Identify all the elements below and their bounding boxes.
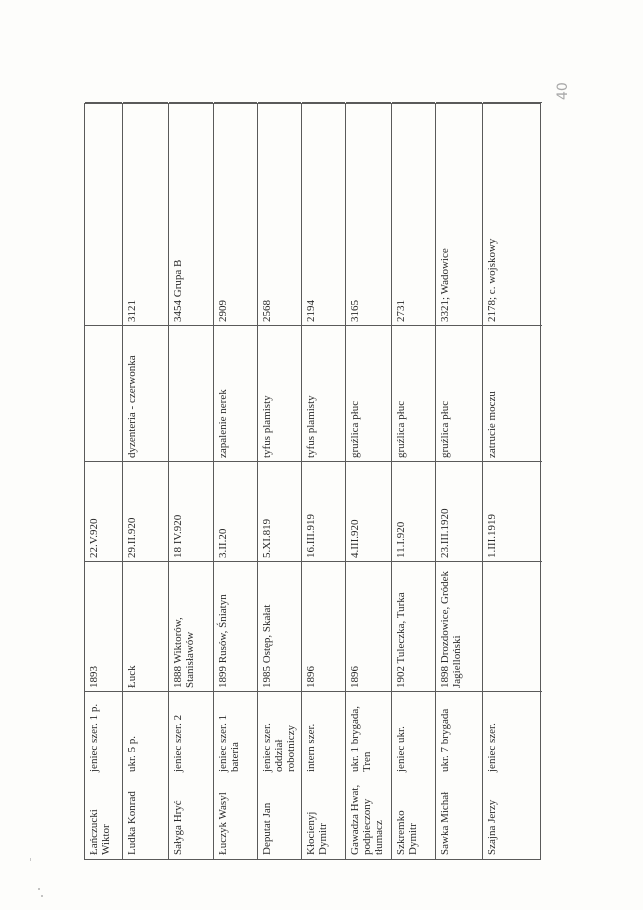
cell-number: [258, 102, 301, 325]
cell-cause: [123, 325, 168, 461]
cell-text: 29.II.920: [126, 517, 138, 558]
cell-death-date: [302, 461, 345, 561]
cell-text: 5.XI.819: [261, 518, 273, 558]
cell-text: Deputat Jan: [261, 802, 273, 855]
cell-text: jeniec ukr.: [395, 726, 407, 772]
cell-number: [214, 102, 257, 325]
cell-rank: [169, 691, 213, 775]
cell-text: [483, 562, 543, 692]
table-row: [435, 104, 482, 859]
cell-cause: [169, 325, 213, 461]
cell-text: 3454 Grupa B: [172, 259, 184, 322]
cell-text: 1888 Wiktorów, Stanisławów: [172, 617, 196, 688]
cell-rank: [302, 691, 345, 775]
cell-text: tyfus plamisty: [305, 395, 317, 458]
cell-rank: [214, 691, 257, 775]
margin-dot: [38, 888, 40, 890]
cell-birth: [483, 561, 542, 691]
cell-name: [214, 775, 257, 859]
cell-rank: [85, 691, 122, 775]
cell-text: zatrucie moczu: [486, 391, 498, 458]
cell-birth: [302, 561, 345, 691]
cell-name: [258, 775, 301, 859]
cell-rank: [436, 691, 482, 775]
cell-birth: [169, 561, 213, 691]
cell-text: jeniec szer. 2: [172, 714, 184, 772]
cell-birth: [346, 561, 391, 691]
cell-number: [436, 102, 482, 325]
cell-text: intern szer.: [305, 723, 317, 772]
cell-number: [169, 102, 213, 325]
cell-name: [85, 775, 122, 859]
table-row: [301, 104, 345, 859]
table-row: [213, 104, 257, 859]
cell-death-date: [483, 461, 542, 561]
page-number: 40: [555, 82, 571, 100]
cell-text: ukr. 7 brygada: [439, 708, 451, 772]
cell-name: [483, 775, 542, 859]
cell-text: 22.V.920: [88, 518, 100, 558]
cell-text: 3321; Wadowice: [439, 248, 451, 322]
cell-text: 11.I.920: [395, 521, 407, 558]
cell-text: jeniec szer.: [486, 723, 498, 772]
cell-text: 1902 Tuleczka, Turka: [395, 592, 407, 688]
table-row: [122, 104, 168, 859]
cell-text: 3.II.20: [217, 528, 229, 558]
cell-birth: [123, 561, 168, 691]
cell-text: 3165: [349, 300, 361, 322]
cell-death-date: [123, 461, 168, 561]
cell-birth: [436, 561, 482, 691]
cell-number: [483, 102, 542, 325]
cell-text: jeniec szer. 1 p.: [88, 703, 100, 772]
cell-text: 16.III.919: [305, 514, 317, 558]
cell-cause: [346, 325, 391, 461]
cell-text: Gawadza Hwat, podpieczony tłumacz: [349, 784, 385, 855]
table-row: [345, 104, 391, 859]
cell-text: 1896: [305, 666, 317, 688]
cell-death-date: [258, 461, 301, 561]
cell-death-date: [214, 461, 257, 561]
cell-text: Łuczyk Wasyl: [217, 792, 229, 855]
cell-cause: [85, 325, 122, 461]
cell-text: jeniec szer. 1 bateria: [217, 714, 241, 772]
cell-cause: [392, 325, 435, 461]
cell-number: [302, 102, 345, 325]
cell-text: 1.III.1919: [486, 514, 498, 558]
cell-text: Szajna Jerzy: [486, 799, 498, 855]
table-row: [168, 104, 213, 859]
cell-text: Łańczucki Wiktor: [88, 809, 112, 855]
cell-text: Sałyga Hryć: [172, 800, 184, 855]
cell-rank: [123, 691, 168, 775]
cell-text: Ludka Konrad: [126, 791, 138, 855]
records-table: [84, 103, 541, 860]
cell-text: Szkremko Dymitr: [395, 810, 419, 855]
margin-mark: [30, 858, 31, 861]
cell-text: 2909: [217, 300, 229, 322]
cell-cause: [302, 325, 345, 461]
cell-text: 4.III.920: [349, 519, 361, 558]
cell-text: gruźlica płuc: [439, 400, 451, 458]
cell-text: [85, 103, 122, 326]
cell-text: ukr. 5 p.: [126, 735, 138, 772]
cell-text: zapalenie nerek: [217, 389, 229, 458]
cell-text: 1898 Drozdowice, Gródek Jagielloński: [439, 571, 463, 688]
cell-cause: [214, 325, 257, 461]
cell-birth: [85, 561, 122, 691]
cell-death-date: [169, 461, 213, 561]
margin-dot: [41, 895, 43, 897]
cell-text: 2731: [395, 300, 407, 322]
cell-number: [392, 102, 435, 325]
cell-text: [169, 326, 214, 462]
cell-name: [436, 775, 482, 859]
cell-cause: [483, 325, 542, 461]
cell-text: 2194: [305, 300, 317, 322]
table-row: [391, 104, 435, 859]
cell-rank: [392, 691, 435, 775]
cell-death-date: [85, 461, 122, 561]
cell-text: [85, 326, 122, 462]
cell-birth: [258, 561, 301, 691]
cell-text: 1896: [349, 666, 361, 688]
cell-text: 1985 Ostęp, Skałat: [261, 604, 273, 688]
cell-text: jeniec szer. oddział robotniczy: [261, 723, 297, 772]
cell-text: 2178; c. wojskowy: [486, 238, 498, 322]
cell-text: Sawka Michał: [439, 791, 451, 855]
table-row: [482, 104, 542, 859]
cell-text: dyzenteria - czerwonka: [126, 355, 138, 458]
cell-birth: [214, 561, 257, 691]
cell-rank: [258, 691, 301, 775]
cell-text: 18 IV.920: [172, 514, 184, 558]
cell-name: [392, 775, 435, 859]
cell-text: gruźlica płuc: [349, 400, 361, 458]
cell-name: [302, 775, 345, 859]
table-row: [257, 104, 301, 859]
table-row: [85, 104, 122, 859]
cell-rank: [346, 691, 391, 775]
cell-name: [169, 775, 213, 859]
cell-birth: [392, 561, 435, 691]
cell-text: ukr. 1 brygada, Tren: [349, 706, 373, 772]
cell-cause: [258, 325, 301, 461]
cell-rank: [483, 691, 542, 775]
cell-text: gruźlica płuc: [395, 400, 407, 458]
cell-text: 3121: [126, 300, 138, 322]
cell-text: tyfus plamisty: [261, 395, 273, 458]
cell-number: [123, 102, 168, 325]
cell-text: 1893: [88, 666, 100, 688]
cell-death-date: [392, 461, 435, 561]
cell-name: [123, 775, 168, 859]
cell-text: 23.III.1920: [439, 508, 451, 558]
cell-name: [346, 775, 391, 859]
cell-number: [85, 102, 122, 325]
cell-death-date: [436, 461, 482, 561]
cell-death-date: [346, 461, 391, 561]
cell-text: 2568: [261, 300, 273, 322]
cell-text: Łuck: [126, 665, 138, 688]
cell-text: 1899 Rusów, Śniatyn: [217, 594, 229, 688]
cell-cause: [436, 325, 482, 461]
cell-text: Kłocienyj Dymitr: [305, 811, 329, 855]
cell-number: [346, 102, 391, 325]
